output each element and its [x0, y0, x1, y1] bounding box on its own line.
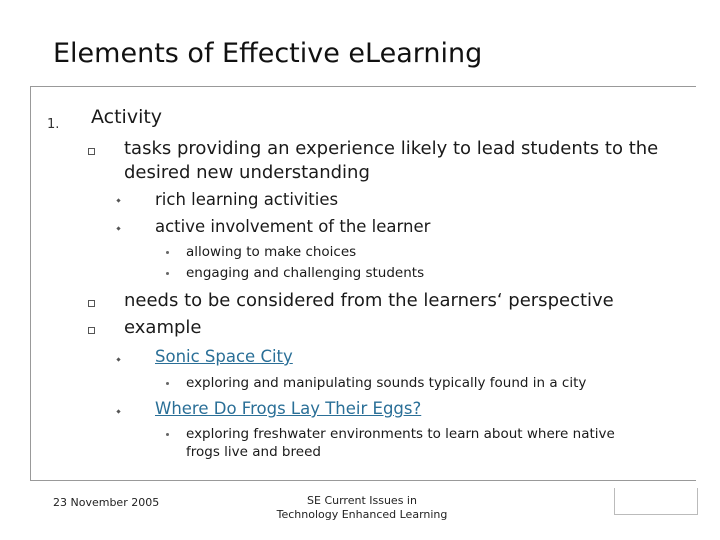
item-active: active involvement of the learner [155, 217, 431, 236]
link-frogs-eggs[interactable]: Where Do Frogs Lay Their Eggs? [155, 399, 422, 418]
dot-bullet-icon [166, 433, 169, 436]
item-frogs-desc-line2: frogs live and breed [186, 444, 321, 460]
item-needs: needs to be considered from the learners‘ perspective [124, 290, 614, 311]
item-tasks-line2: desired new understanding [124, 162, 370, 183]
item-example: example [124, 317, 202, 338]
square-bullet-icon [88, 327, 95, 334]
list-number: 1. [47, 117, 60, 132]
footer-divider [30, 480, 696, 481]
heading-activity: Activity [91, 106, 163, 128]
item-engaging: engaging and challenging students [186, 265, 425, 281]
diamond-bullet-icon [116, 357, 120, 361]
square-bullet-icon [88, 300, 95, 307]
dot-bullet-icon [166, 272, 169, 275]
diamond-bullet-icon [116, 198, 120, 202]
diamond-bullet-icon [116, 409, 120, 413]
left-border [30, 86, 31, 480]
item-tasks-line1: tasks providing an experience likely to lead students to the [124, 138, 659, 159]
diamond-bullet-icon [116, 226, 120, 230]
title-divider [30, 86, 696, 87]
footer-date: 23 November 2005 [53, 496, 160, 509]
dot-bullet-icon [166, 251, 169, 254]
link-sonic-space-city[interactable]: Sonic Space City [155, 347, 293, 366]
dot-bullet-icon [166, 382, 169, 385]
item-allowing: allowing to make choices [186, 244, 357, 260]
footer-course [262, 494, 462, 522]
item-frogs-desc-line1: exploring freshwater environments to learn about where native [186, 426, 615, 442]
footer-page-box [614, 488, 698, 515]
square-bullet-icon [88, 148, 95, 155]
footer-course-line2: Technology Enhanced Learning [276, 508, 448, 521]
footer-course-line1: SE Current Issues in [307, 494, 417, 507]
slide-title: Elements of Effective eLearning [53, 38, 483, 69]
item-sonic-desc: exploring and manipulating sounds typically found in a city [186, 375, 587, 391]
item-rich: rich learning activities [155, 190, 339, 209]
